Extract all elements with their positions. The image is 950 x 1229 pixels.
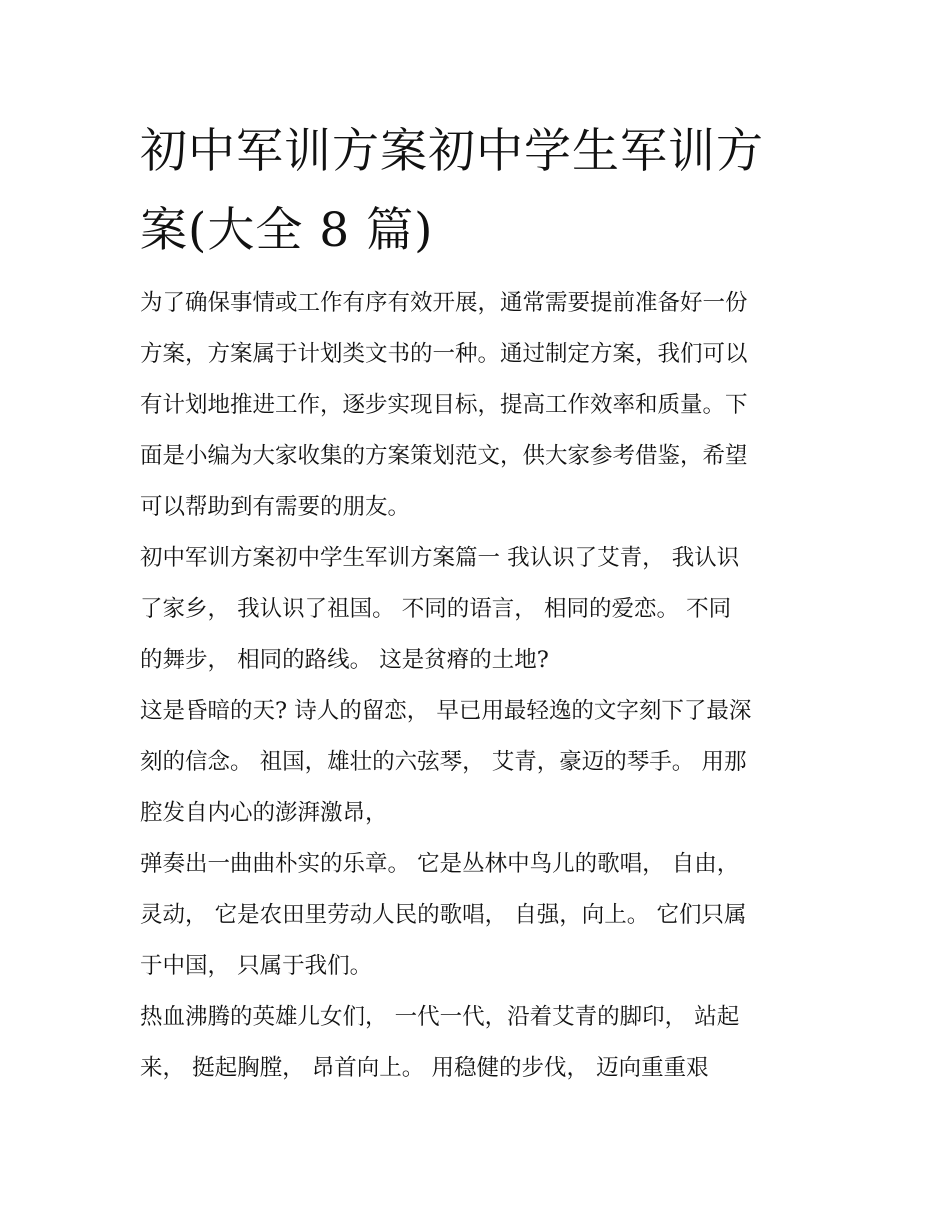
- document-body: [140, 278, 820, 1094]
- paragraph-article-1: [140, 533, 820, 686]
- text-line: 来， 挺起胸膛， 昂首向上。 用稳健的步伐， 迈向重重艰: [140, 1055, 709, 1081]
- text-line: 刻的信念。 祖国，雄壮的六弦琴， 艾青，豪迈的琴手。 用那: [140, 749, 747, 775]
- text-line: 方案，方案属于计划类文书的一种。通过制定方案，我们可以: [140, 341, 748, 367]
- paragraph-article-2: [140, 686, 820, 839]
- paragraph-intro: [140, 278, 820, 533]
- text-line: 初中军训方案初中学生军训方案篇一 我认识了艾青， 我认识: [140, 545, 740, 571]
- title-line: 案(大全 8 篇): [140, 203, 434, 258]
- text-line: 面是小编为大家收集的方案策划范文，供大家参考借鉴，希望: [140, 443, 748, 469]
- text-line: 为了确保事情或工作有序有效开展，通常需要提前准备好一份: [140, 290, 748, 316]
- text-line: 腔发自内心的澎湃激昂，: [140, 800, 388, 826]
- text-line: 于中国， 只属于我们。: [140, 953, 373, 979]
- text-line: 了家乡， 我认识了祖国。 不同的语言， 相同的爱恋。 不同: [140, 596, 732, 622]
- text-line: 弹奏出一曲曲朴实的乐章。 它是丛林中鸟儿的歌唱， 自由，: [140, 851, 740, 877]
- paragraph-article-3: [140, 839, 820, 992]
- text-line: 有计划地推进工作，逐步实现目标，提高工作效率和质量。下: [140, 392, 748, 418]
- paragraph-article-4: [140, 992, 820, 1094]
- text-line: 灵动， 它是农田里劳动人民的歌唱， 自强，向上。 它们只属: [140, 902, 747, 928]
- title-line: 初中军训方案初中学生军训方: [140, 124, 764, 179]
- text-line: 的舞步， 相同的路线。 这是贫瘠的土地?: [140, 647, 549, 673]
- document-title: [140, 112, 820, 270]
- text-line: 可以帮助到有需要的朋友。: [140, 494, 411, 520]
- text-line: 热血沸腾的英雄儿女们， 一代一代，沿着艾青的脚印， 站起: [140, 1004, 740, 1030]
- text-line: 这是昏暗的天? 诗人的留恋， 早已用最轻逸的文字刻下了最深: [140, 698, 752, 724]
